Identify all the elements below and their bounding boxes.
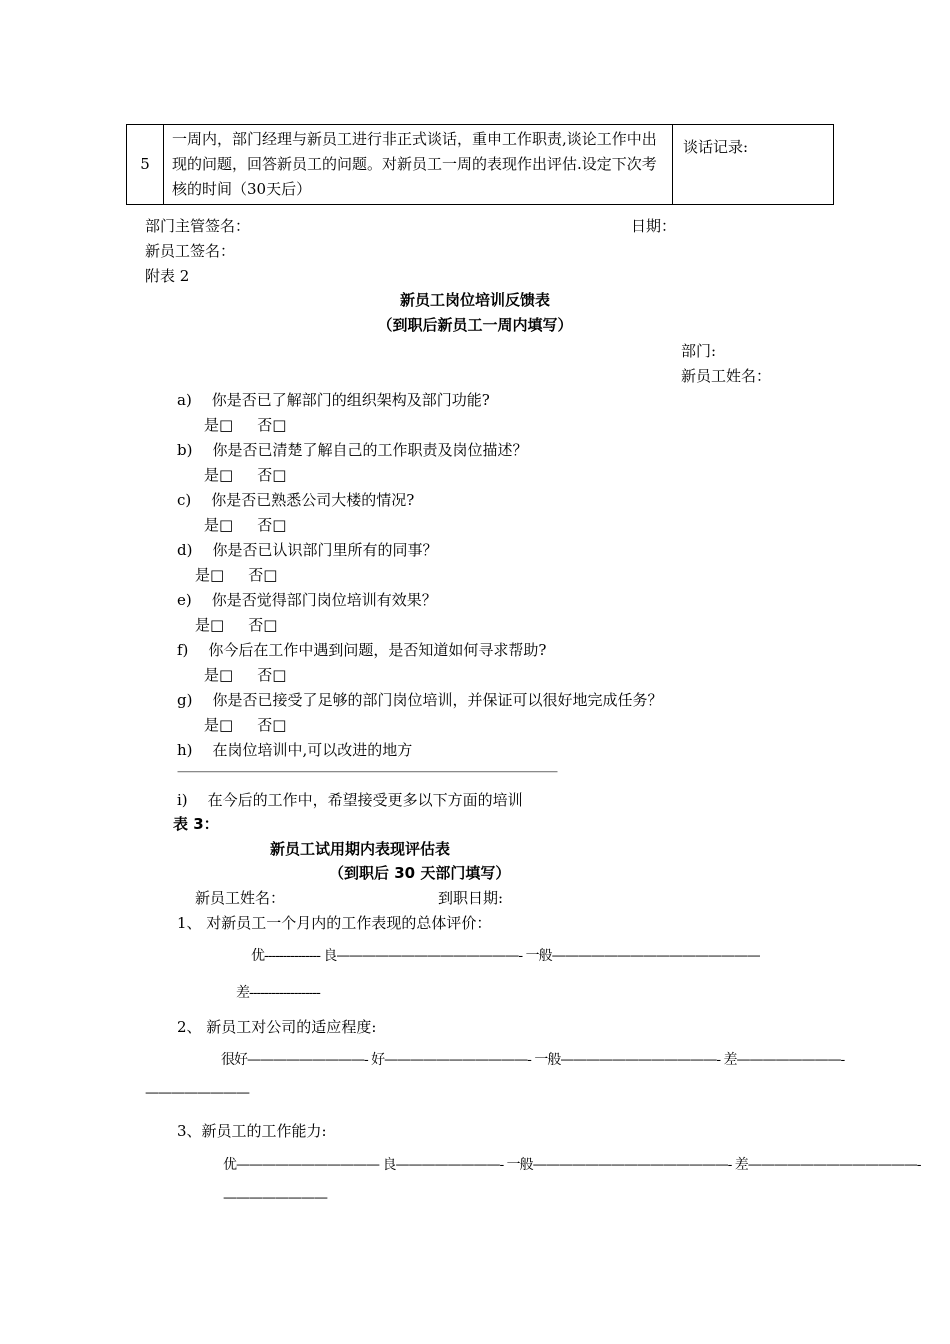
q3-rating-scale-cont[interactable]: ———————— <box>223 1190 327 1206</box>
employee-name-label: 新员工姓名： <box>681 367 772 385</box>
no-checkbox[interactable]: 否□ <box>248 566 278 584</box>
improvement-answer-line[interactable]: —————————————————————————————————————— <box>177 765 557 778</box>
yes-checkbox[interactable]: 是□ <box>204 716 234 734</box>
question-letter: b) <box>177 441 193 459</box>
join-date-field: 到职日期: <box>438 889 504 907</box>
question-text: 你是否觉得部门岗位培训有效果？ <box>211 591 437 609</box>
no-checkbox[interactable]: 否□ <box>248 616 278 634</box>
employee-signature-label: 新员工签名： <box>145 242 236 260</box>
question-letter: e) <box>177 591 192 609</box>
no-checkbox[interactable]: 否□ <box>257 466 287 484</box>
task-description: 一周内，部门经理与新员工进行非正式谈话，重申工作职责,谈论工作中出现的问题，回答新员工的问题。对新员工一周的表现作出评估.设定下次考核的时间（30天后） <box>164 125 673 205</box>
question-text: 你是否已接受了足够的部门岗位培训，并保证可以很好地完成任务？ <box>212 691 663 709</box>
q3-text: 3、新员工的工作能力: <box>177 1122 327 1140</box>
yes-checkbox[interactable]: 是□ <box>204 466 234 484</box>
yes-checkbox[interactable]: 是□ <box>204 666 234 684</box>
appendix2-title: 新员工岗位培训反馈表 <box>399 291 550 309</box>
q2-text: 2、 新员工对公司的适应程度: <box>177 1018 377 1036</box>
task-table <box>126 124 834 205</box>
question-letter: f) <box>177 641 189 659</box>
no-checkbox[interactable]: 否□ <box>257 666 287 684</box>
question-letter: h) <box>177 741 193 759</box>
manager-signature-label: 部门主管签名： <box>145 217 251 235</box>
q2-rating-scale-cont[interactable]: ———————— <box>145 1085 249 1101</box>
question-text: 你今后在工作中遇到问题，是否知道如何寻求帮助? <box>208 641 547 659</box>
question-text: 你是否已认识部门里所有的同事？ <box>212 541 438 559</box>
question-letter: d) <box>177 541 193 559</box>
appendix2-label: 附表 2 <box>145 267 190 285</box>
q3-rating-scale[interactable]: 优——————————— 良————————- 一般———————————————- 差—————————————- <box>223 1157 921 1173</box>
q2-rating-scale[interactable]: 很好—————————- 好———————————- 一般————————————- 差————————- <box>221 1052 845 1068</box>
yes-checkbox[interactable]: 是□ <box>195 566 225 584</box>
q1-rating-scale[interactable]: 优--------------- 良——————————————- 一般———————————————— <box>251 948 760 964</box>
date-label: 日期： <box>631 217 677 235</box>
table3-label: 表 3： <box>173 815 219 833</box>
table3-subtitle: （到职后 30 天部门填写） <box>329 864 511 882</box>
q1-rating-scale-cont[interactable]: 差------------------- <box>236 985 320 1001</box>
question-text: 你是否已清楚了解自己的工作职责及岗位描述？ <box>212 441 528 459</box>
appendix2-subtitle: （到职后新员工一周内填写） <box>377 316 573 334</box>
department-label: 部门: <box>681 342 717 360</box>
question-text: 你是否已熟悉公司大楼的情况? <box>211 491 415 509</box>
question-text: 在今后的工作中，希望接受更多以下方面的培训 <box>207 791 523 809</box>
no-checkbox[interactable]: 否□ <box>257 516 287 534</box>
question-letter: g) <box>177 691 193 709</box>
question-text: 在岗位培训中,可以改进的地方 <box>212 741 413 759</box>
question-letter: i) <box>177 791 188 809</box>
yes-checkbox[interactable]: 是□ <box>204 516 234 534</box>
table-row <box>127 125 834 205</box>
talk-record-cell: 谈话记录: <box>673 125 834 205</box>
no-checkbox[interactable]: 否□ <box>257 716 287 734</box>
question-text: 你是否已了解部门的组织架构及部门功能? <box>211 391 490 409</box>
table3-title: 新员工试用期内表现评估表 <box>270 840 451 858</box>
q1-text: 1、 对新员工一个月内的工作表现的总体评价： <box>177 914 492 932</box>
no-checkbox[interactable]: 否□ <box>257 416 287 434</box>
question-letter: c) <box>177 491 192 509</box>
yes-checkbox[interactable]: 是□ <box>195 616 225 634</box>
task-number: 5 <box>127 125 164 205</box>
question-letter: a) <box>177 391 192 409</box>
employee-name-field: 新员工姓名： <box>195 889 286 907</box>
yes-checkbox[interactable]: 是□ <box>204 416 234 434</box>
